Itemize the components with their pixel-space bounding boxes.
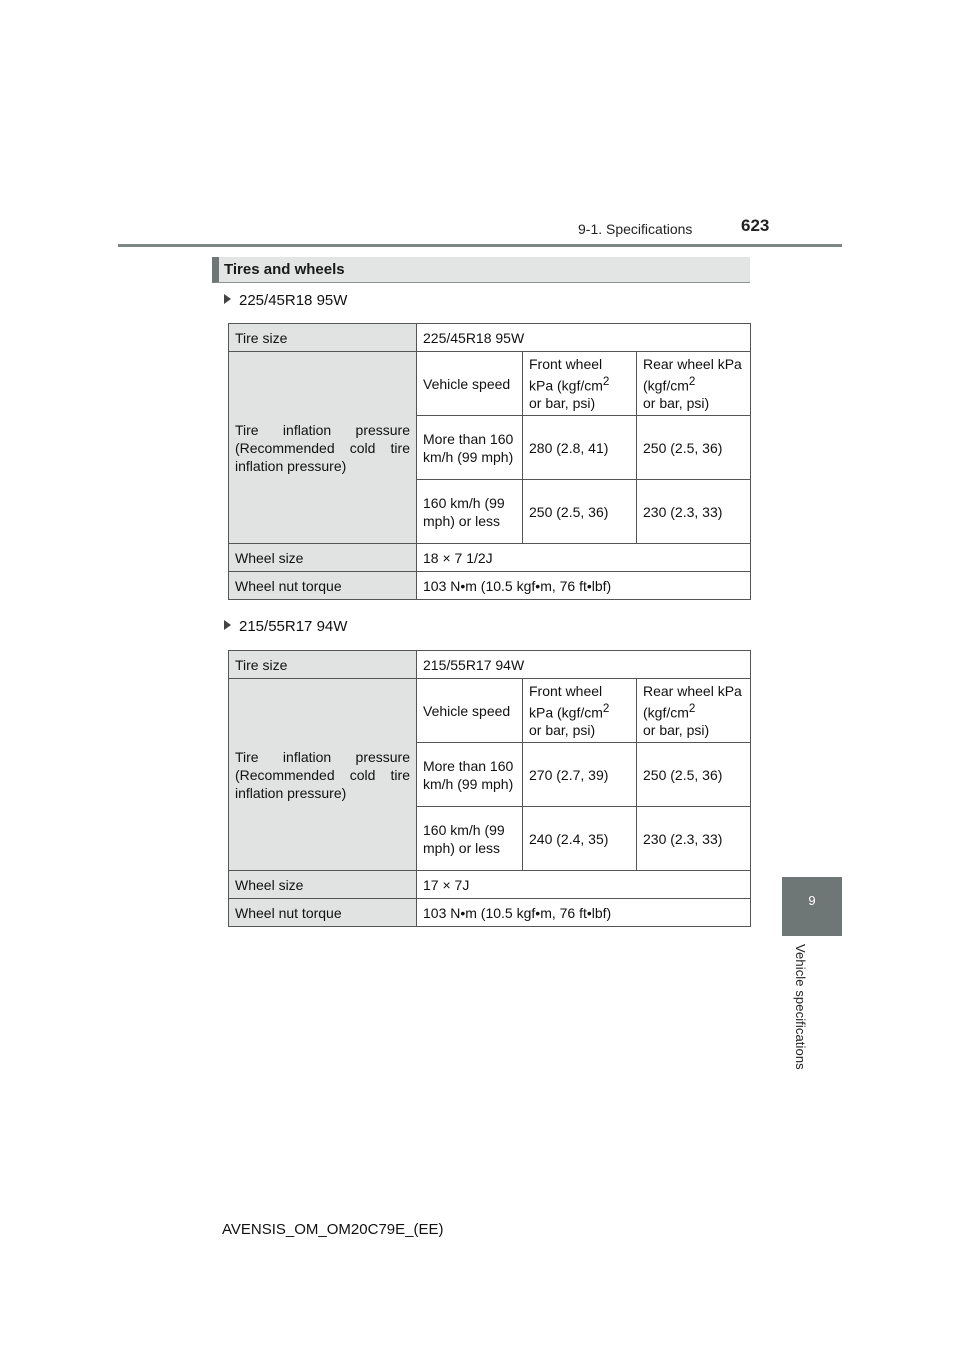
rear-pressure-cell: 250 (2.5, 36) (637, 743, 751, 807)
rear-wheel-header-text: Rear wheel kPa (kgf/cm (643, 682, 742, 721)
table-row (229, 679, 751, 743)
table-row (229, 871, 751, 899)
inflation-pressure-label: Tire inflation pressure (Recommended cold tire inflation pressure) (229, 679, 417, 871)
rear-wheel-header (637, 352, 751, 416)
wheel-nut-torque-label: Wheel nut torque (229, 572, 417, 600)
tire-size-label: Tire size (229, 651, 417, 679)
front-pressure-cell: 280 (2.8, 41) (523, 416, 637, 480)
table-row (229, 651, 751, 679)
table-row (229, 544, 751, 572)
table-row (229, 352, 751, 416)
header-rule (118, 244, 842, 247)
triangle-bullet-icon (224, 294, 231, 304)
page-number: 623 (741, 216, 770, 235)
wheel-size-label: Wheel size (229, 871, 417, 899)
bullet-215-55r17 (224, 618, 347, 635)
chapter-title-vertical: Vehicle specifications (793, 944, 808, 1070)
front-pressure-cell: 250 (2.5, 36) (523, 480, 637, 544)
spec-table-215-55r17 (228, 650, 751, 927)
superscript: 2 (688, 374, 696, 388)
footer-document-code: AVENSIS_OM_OM20C79E_(EE) (222, 1221, 444, 1238)
speed-cell: More than 160 km/h (99 mph) (417, 416, 523, 480)
front-wheel-header (523, 679, 637, 743)
chapter-number: 9 (808, 893, 816, 908)
front-wheel-header-tail: or bar, psi) (529, 395, 596, 412)
front-pressure-cell: 240 (2.4, 35) (523, 807, 637, 871)
wheel-nut-torque-value: 103 N•m (10.5 kgf•m, 76 ft•lbf) (417, 899, 751, 927)
table-row (229, 572, 751, 600)
inflation-pressure-label: Tire inflation pressure (Recommended cold tire inflation pressure) (229, 352, 417, 544)
section-heading (212, 257, 750, 283)
front-wheel-header-tail: or bar, psi) (529, 722, 596, 739)
superscript: 2 (688, 701, 696, 715)
front-wheel-header (523, 352, 637, 416)
bullet-225-45r18 (224, 292, 347, 309)
chapter-tab (782, 877, 842, 936)
vehicle-speed-header: Vehicle speed (417, 352, 523, 416)
wheel-size-value: 18 × 7 1/2J (417, 544, 751, 572)
speed-cell: 160 km/h (99 mph) or less (417, 480, 523, 544)
rear-wheel-header-text: Rear wheel kPa (kgf/cm (643, 355, 742, 394)
table-row (229, 899, 751, 927)
bullet-text: 225/45R18 95W (239, 292, 348, 309)
speed-cell: 160 km/h (99 mph) or less (417, 807, 523, 871)
tire-size-value: 225/45R18 95W (417, 324, 751, 352)
header-section-title: 9-1. Specifications (578, 221, 693, 237)
wheel-size-label: Wheel size (229, 544, 417, 572)
rear-wheel-header-tail: or bar, psi) (643, 722, 710, 739)
rear-pressure-cell: 230 (2.3, 33) (637, 480, 751, 544)
speed-cell: More than 160 km/h (99 mph) (417, 743, 523, 807)
front-wheel-header-text: Front wheel kPa (kgf/cm (529, 355, 603, 394)
wheel-nut-torque-value: 103 N•m (10.5 kgf•m, 76 ft•lbf) (417, 572, 751, 600)
wheel-nut-torque-label: Wheel nut torque (229, 899, 417, 927)
tire-size-label: Tire size (229, 324, 417, 352)
triangle-bullet-icon (224, 620, 231, 630)
superscript: 2 (602, 701, 610, 715)
front-pressure-cell: 270 (2.7, 39) (523, 743, 637, 807)
table-row (229, 324, 751, 352)
rear-pressure-cell: 250 (2.5, 36) (637, 416, 751, 480)
spec-table-225-45r18 (228, 323, 751, 600)
superscript: 2 (602, 374, 610, 388)
tire-size-value: 215/55R17 94W (417, 651, 751, 679)
bullet-text: 215/55R17 94W (239, 618, 348, 635)
wheel-size-value: 17 × 7J (417, 871, 751, 899)
rear-pressure-cell: 230 (2.3, 33) (637, 807, 751, 871)
front-wheel-header-text: Front wheel kPa (kgf/cm (529, 682, 603, 721)
rear-wheel-header-tail: or bar, psi) (643, 395, 710, 412)
section-heading-text: Tires and wheels (224, 261, 345, 278)
rear-wheel-header (637, 679, 751, 743)
vehicle-speed-header: Vehicle speed (417, 679, 523, 743)
